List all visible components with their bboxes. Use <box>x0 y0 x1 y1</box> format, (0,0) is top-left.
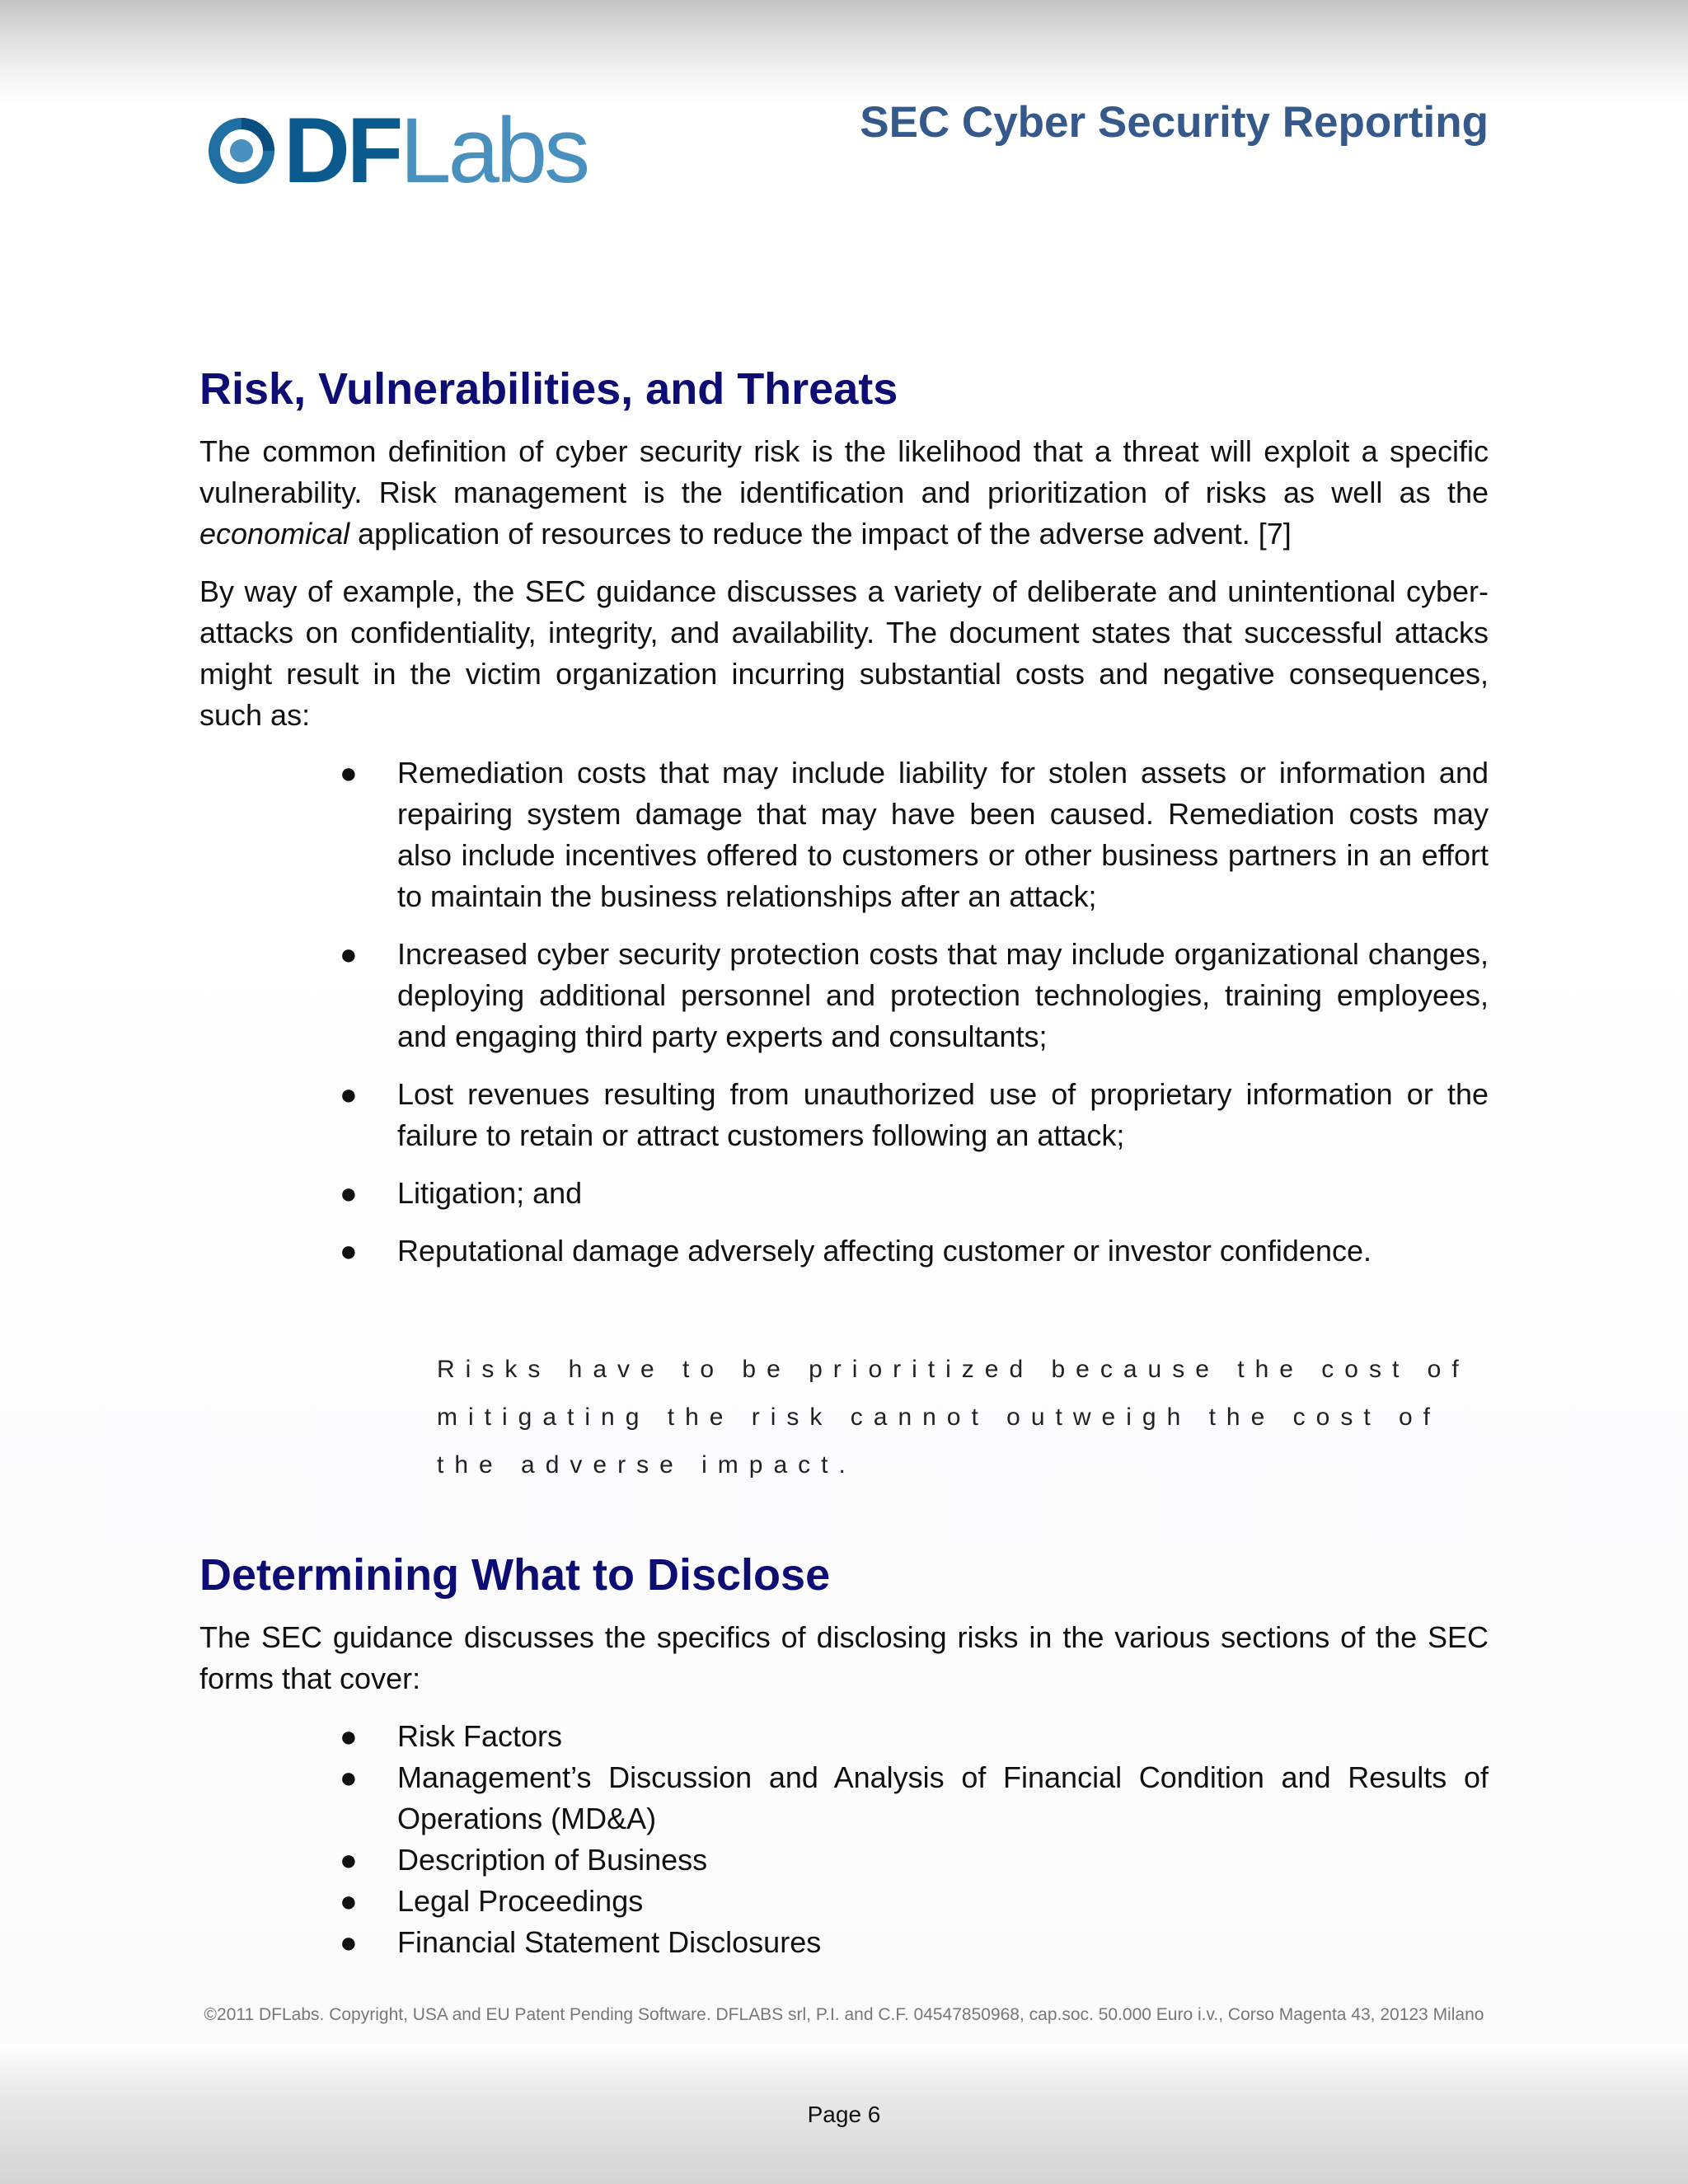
list-item <box>340 1840 1489 1881</box>
bullet-dot-icon: ● <box>340 1076 358 1111</box>
para1-emphasis: economical <box>199 516 350 551</box>
consequences-list <box>340 752 1489 1272</box>
bullet-dot-icon: ● <box>340 936 358 971</box>
sec-forms-list <box>340 1716 1489 1963</box>
list-item-text: Management’s Discussion and Analysis of Financial Condition and Results of Operations (MD&A) <box>397 1760 1489 1835</box>
list-item <box>340 1230 1489 1272</box>
list-item-text: Risk Factors <box>397 1718 563 1753</box>
dflabs-ring-logo-icon <box>208 117 275 185</box>
list-item <box>340 1716 1489 1757</box>
list-item-text: Legal Proceedings <box>397 1883 644 1918</box>
page-number: Page 6 <box>807 2102 881 2127</box>
list-item <box>340 934 1489 1057</box>
list-item <box>340 1173 1489 1214</box>
bullet-dot-icon: ● <box>340 1175 358 1210</box>
document-title: SEC Cyber Security Reporting <box>860 98 1489 147</box>
example-paragraph: By way of example, the SEC guidance discusses a variety of deliberate and unintentional cyber-attacks on confidentiality, integrity, and availability. The document states that successful attacks might result in the victim organization incurring substantial costs and negative consequences, such as: <box>199 574 1489 732</box>
list-item-text: Remediation costs that may include liability for stolen assets or information and repairing system damage that may have been caused. Remediation costs may also include incentives offered to customers or other business partners in an effort to maintain the business relationships after an attack; <box>397 755 1489 913</box>
list-item-text: Increased cyber security protection costs that may include organizational changes, deploying additional personnel and protection technologies, training employees, and engaging third party experts and consultants; <box>397 936 1489 1053</box>
list-item <box>340 1881 1489 1922</box>
list-item-text: Financial Statement Disclosures <box>397 1924 822 1959</box>
section-heading-risk: Risk, Vulnerabilities, and Threats <box>199 364 898 414</box>
list-item-text: Lost revenues resulting from unauthorized use of proprietary information or the failure to retain or attract customers following an attack; <box>397 1076 1489 1152</box>
list-item-text: Reputational damage adversely affecting customer or investor confidence. <box>397 1233 1372 1268</box>
dflabs-logo <box>208 99 588 202</box>
list-item <box>340 1757 1489 1840</box>
list-item <box>340 1922 1489 1963</box>
bullet-dot-icon: ● <box>340 1760 358 1794</box>
callout-quote: Risks have to be prioritized because the cost of mitigating the risk cannot outweigh the cost of the adverse impact. <box>437 1355 1470 1479</box>
bullet-dot-icon: ● <box>340 755 358 790</box>
top-shade <box>0 0 1688 107</box>
logo-labs: Labs <box>400 99 588 202</box>
list-item <box>340 1074 1489 1156</box>
bullet-dot-icon: ● <box>340 1924 358 1959</box>
logo-df: DF <box>284 99 401 202</box>
risk-definition-paragraph <box>199 431 1489 555</box>
para1-text-a: The common definition of cyber security risk is the likelihood that a threat will exploit a specific vulnerability. Risk management is the identification and prioritization of risks as well as the <box>199 434 1489 509</box>
copyright-footer: ©2011 DFLabs. Copyright, USA and EU Patent Pending Software. DFLABS srl, P.I. and C.F. 04547850968, cap.soc. 50.000 Euro i.v., Corso Magenta 43, 20123 Milano <box>204 2005 1484 2024</box>
bullet-dot-icon: ● <box>340 1883 358 1918</box>
bullet-dot-icon: ● <box>340 1233 358 1268</box>
main-content <box>199 363 1489 1963</box>
list-item-text: Description of Business <box>397 1842 708 1877</box>
list-item <box>340 752 1489 917</box>
bullet-dot-icon: ● <box>340 1718 358 1753</box>
bullet-dot-icon: ● <box>340 1842 358 1877</box>
list-item-text: Litigation; and <box>397 1175 583 1210</box>
section-heading-disclose: Determining What to Disclose <box>199 1549 831 1600</box>
para1-text-b: application of resources to reduce the impact of the adverse advent. [7] <box>358 516 1292 551</box>
logo-wordmark <box>284 99 588 202</box>
disclose-paragraph: The SEC guidance discusses the specifics of disclosing risks in the various sections of the SEC forms that cover: <box>199 1619 1489 1695</box>
